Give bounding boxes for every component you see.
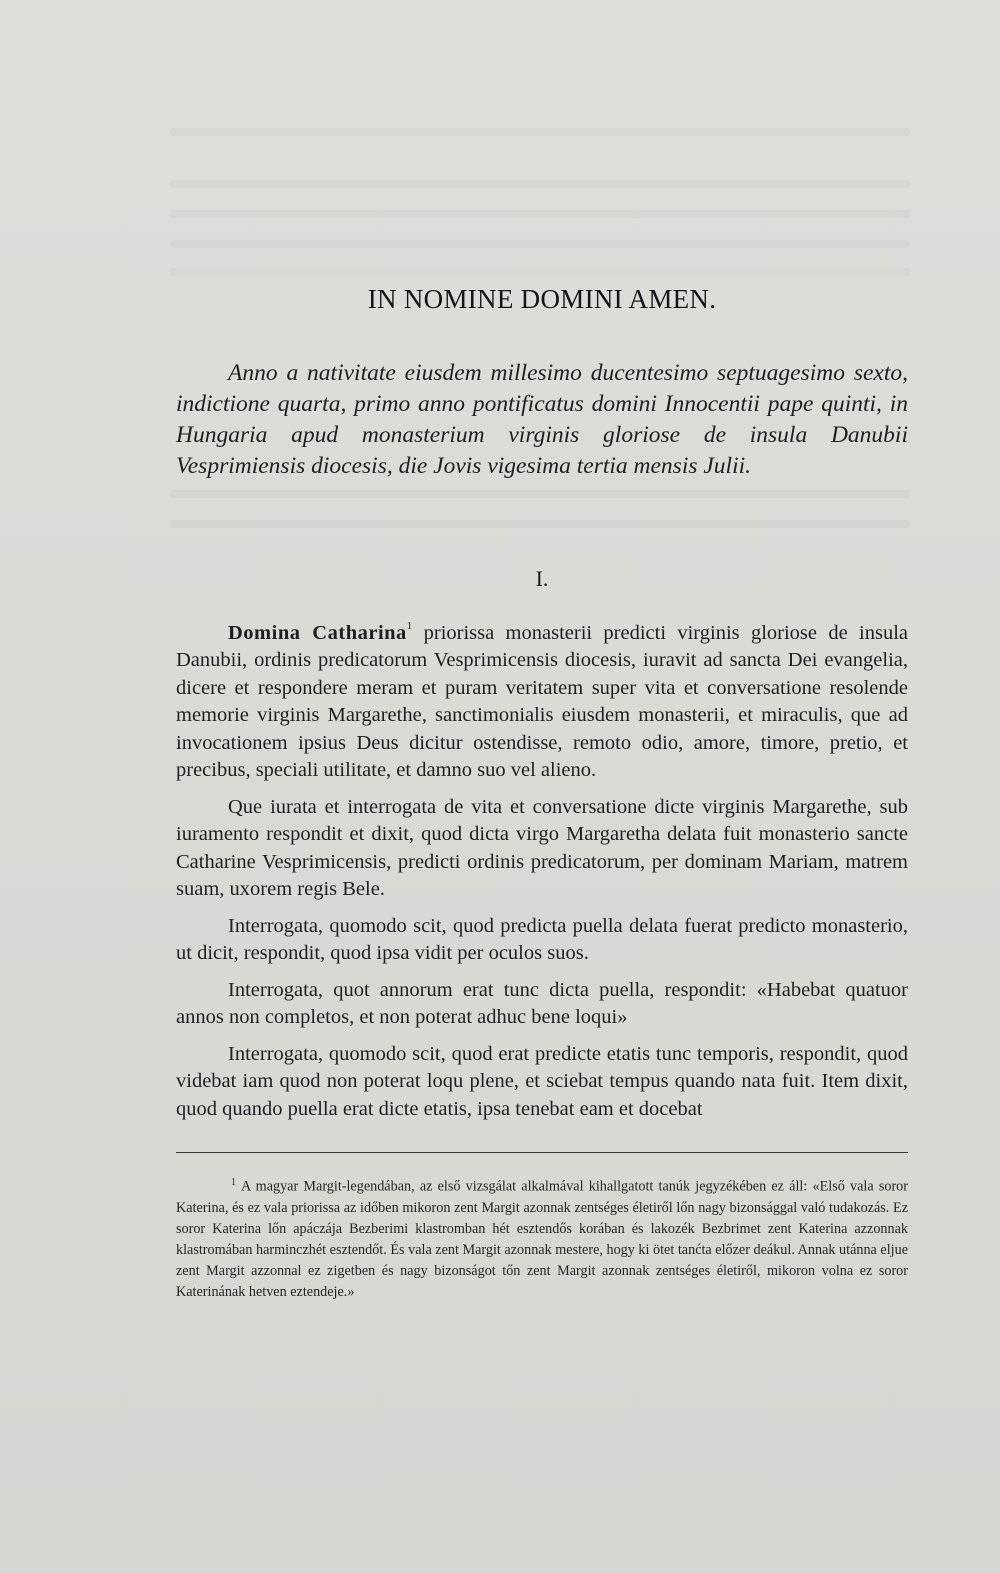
- speaker-name: Domina Catharina: [228, 621, 407, 644]
- footnote-text: A magyar Margit-legendában, az első vizsgálat alkalmával kihallgatott tanúk jegyzékében ez áll: «Első vala soror Katerina, és ez vala priorissa az időben mikoron zent Margit azonnak zentséges életiről lőn nagy bizonsággal való tudakozás. Ez soror Katerina lőn apáczája Bezberimi klastromban hét esztendős korában és lakozék Bezbrimet zent Katerina azzonnak klastromában harminczhét esztendőt. És vala zent Margit azonnak mestere, hogy ki ötet tanćta előzer deákul. Annak utánna eljue zent Margit azzonnal ez zigetben és nagy bizonságot tőn zent Margit azonnak zentséges életiről, mikoron volna ez soror Katerinának hetven eztendeje.»: [176, 1178, 908, 1300]
- footnote-mark: 1: [231, 1177, 236, 1188]
- bleed-through-line: [170, 268, 910, 276]
- bleed-through-line: [170, 128, 910, 136]
- bleed-through-line: [170, 490, 910, 498]
- paragraph-1-text: priorissa monasterii predicti virginis gloriose de insula Danubii, ordinis predicatorum Vesprimicensis diocesis, iuravit ad sancta Dei evangelia, dicere et respondere meram et puram veritatem super vita et conversatione resolende memorie virginis Margarethe, sanctimonialis eiusdem monasterii, et miraculis, que ad invocationem ipsius Deus dicitur ostendisse, remoto odio, amore, timore, pretio, et precibus, speciali utilitate, et damno suo vel alieno.: [176, 621, 908, 782]
- footnote-divider: [176, 1152, 908, 1153]
- bleed-through-line: [170, 520, 910, 528]
- bleed-through-line: [170, 210, 910, 218]
- bleed-through-line: [170, 180, 910, 188]
- footnote: [176, 1172, 908, 1303]
- paragraph-4: Interrogata, quot annorum erat tunc dicta puella, respondit: «Habebat quatuor annos non completos, et non poterat adhuc bene loqui»: [176, 978, 908, 1029]
- page-heading: IN NOMINE DOMINI AMEN.: [367, 284, 717, 314]
- paragraph-2: Que iurata et interrogata de vita et conversatione dicte virginis Margarethe, sub iuramento respondit et dixit, quod dicta virgo Margaretha delata fuit monasterio sancte Catharine Vesprimicensis, predicti ordinis predicatorum, per dominam Mariam, matrem suam, uxorem regis Bele.: [176, 795, 908, 901]
- testimony-body: [176, 615, 908, 1132]
- footnote-reference: 1: [406, 620, 413, 632]
- intro-text: Anno a nativitate eiusdem millesimo ducentesimo septuagesimo sexto, indictione quarta, primo anno pontificatus domini Innocentii pape quinti, in Hungaria apud monasterium virginis gloriose de insula Danubii Vesprimiensis diocesis, die Jovis vigesima tertia mensis Julii.: [176, 360, 908, 479]
- paragraph-3: Interrogata, quomodo scit, quod predicta puella delata fuerat predicto monasterio, ut dicit, respondit, quod ipsa vidit per oculos suos.: [176, 914, 908, 965]
- paragraph-1: [176, 615, 908, 785]
- paragraph-5: Interrogata, quomodo scit, quod erat predicte etatis tunc temporis, respondit, quod videbat iam quod non poterat loqu plene, et sciebat tempus quando nata fuit. Item dixit, quod quando puella erat dicte etatis, ipsa tenebat eam et docebat: [176, 1042, 908, 1120]
- intro-paragraph: [176, 358, 908, 482]
- section-number: I.: [535, 566, 549, 591]
- bleed-through-line: [170, 240, 910, 248]
